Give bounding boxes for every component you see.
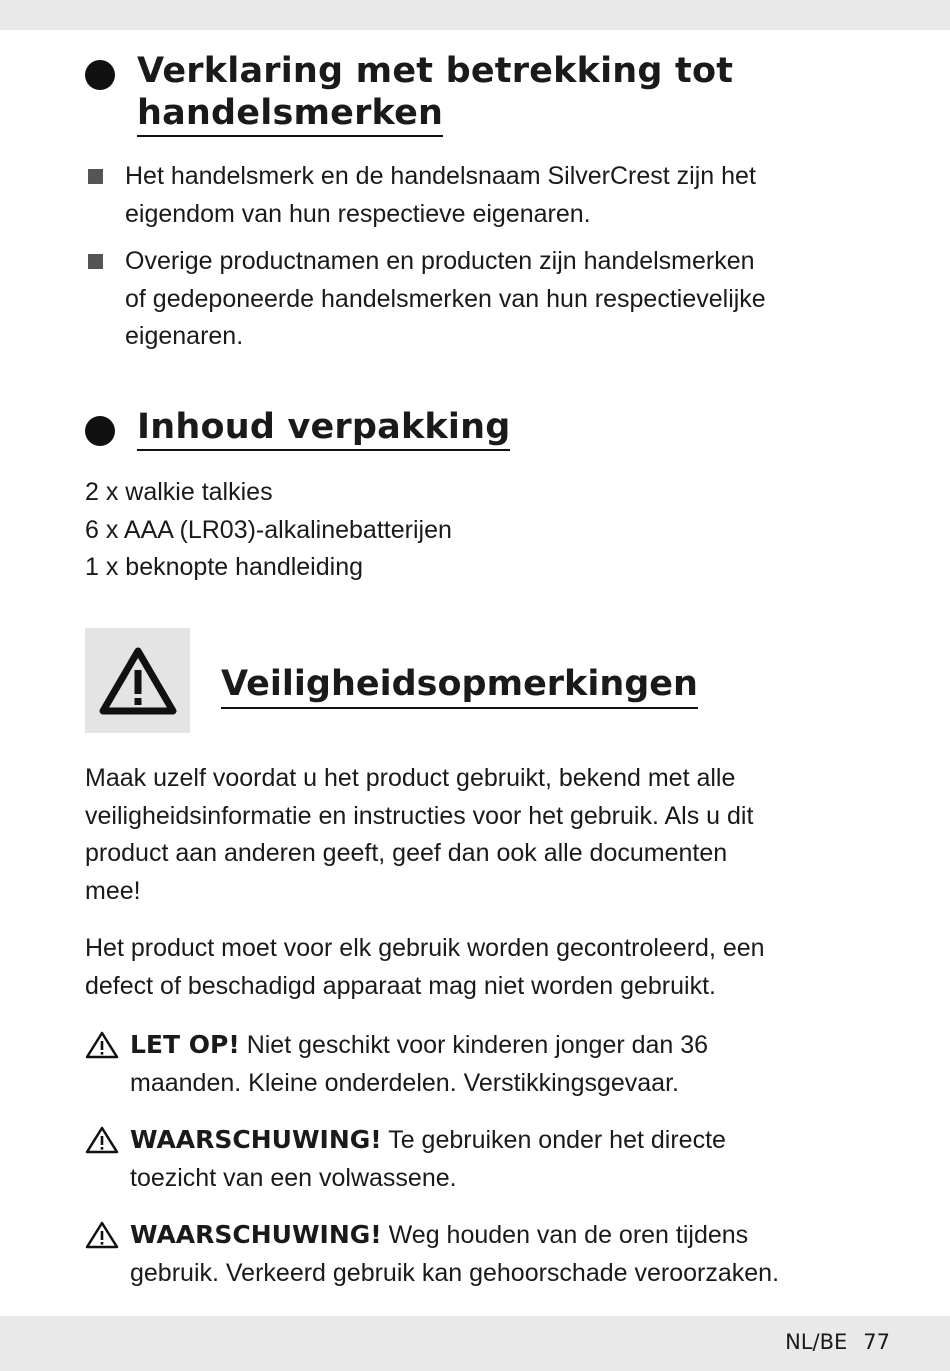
- list-item-text: eigenaren.: [125, 322, 244, 350]
- section-bullet-icon: [85, 60, 115, 90]
- contents-heading: [85, 406, 510, 448]
- paragraph-line: Maak uzelf voordat u het product gebruikt, bekend met alle: [85, 764, 736, 792]
- square-bullet-icon: [88, 254, 103, 269]
- warning-label: LET OP!: [130, 1030, 240, 1059]
- warning-text: Weg houden van de oren tijdens: [381, 1221, 749, 1249]
- list-item: [88, 243, 888, 356]
- paragraph-line: product aan anderen geeft, geef dan ook alle documenten: [85, 839, 728, 867]
- warning-text: maanden. Kleine onderdelen. Verstikkingsgevaar.: [130, 1068, 679, 1097]
- warning-triangle-icon: [85, 1216, 121, 1292]
- warning-triangle-icon: [98, 646, 178, 716]
- warning-label: WAARSCHUWING!: [130, 1220, 382, 1249]
- page-footer: [785, 1330, 890, 1354]
- safety-paragraph-1: [85, 760, 885, 910]
- paragraph-line: veiligheidsinformatie en instructies voor het gebruik. Als u dit: [85, 801, 754, 830]
- paragraph-line: defect of beschadigd apparaat mag niet worden gebruikt.: [85, 971, 716, 1000]
- warning-text: gebruik. Verkeerd gebruik kan gehoorschade veroorzaken.: [130, 1258, 780, 1287]
- paragraph-line: Het product moet voor elk gebruik worden gecontroleerd, een: [85, 934, 765, 962]
- square-bullet-icon: [88, 169, 103, 184]
- trademarks-heading: [85, 50, 733, 134]
- list-item-text: of gedeponeerde handelsmerken van hun respectievelijke: [125, 284, 766, 313]
- list-item-text: Het handelsmerk en de handelsnaam SilverCrest zijn het: [125, 162, 756, 190]
- warning-text: Niet geschikt voor kinderen jonger dan 36: [239, 1031, 709, 1059]
- contents-list: [85, 474, 885, 587]
- footer-locale: NL/BE: [785, 1330, 848, 1354]
- section-bullet-icon: [85, 416, 115, 446]
- trademarks-title-line2: handelsmerken: [137, 93, 443, 137]
- contents-line: 2 x walkie talkies: [85, 478, 273, 506]
- paragraph-line: mee!: [85, 876, 141, 905]
- safety-paragraph-2: [85, 930, 885, 1005]
- top-margin-bar: [0, 0, 950, 30]
- warning-text: Te gebruiken onder het directe: [381, 1126, 726, 1154]
- list-item-text: Overige productnamen en producten zijn handelsmerken: [125, 247, 755, 275]
- warning-triangle-icon: [85, 1121, 121, 1197]
- contents-title: Inhoud verpakking: [137, 407, 510, 451]
- warning-triangle-icon: [85, 1026, 121, 1102]
- warning-item: [85, 1121, 885, 1197]
- safety-title: Veiligheidsopmerkingen: [221, 663, 698, 709]
- contents-line: 6 x AAA (LR03)-alkalinebatterijen: [85, 515, 452, 544]
- list-item: [88, 158, 888, 233]
- safety-icon-box: [85, 628, 190, 733]
- page-number: 77: [863, 1330, 890, 1354]
- warning-item: [85, 1216, 885, 1292]
- warning-text: toezicht van een volwassene.: [130, 1163, 457, 1192]
- trademarks-title-line1: Verklaring met betrekking tot: [137, 51, 734, 91]
- list-item-text: eigendom van hun respectieve eigenaren.: [125, 199, 591, 228]
- trademarks-list: [88, 158, 888, 366]
- contents-line: 1 x beknopte handleiding: [85, 553, 364, 581]
- warning-label: WAARSCHUWING!: [130, 1125, 382, 1154]
- warning-item: [85, 1026, 885, 1102]
